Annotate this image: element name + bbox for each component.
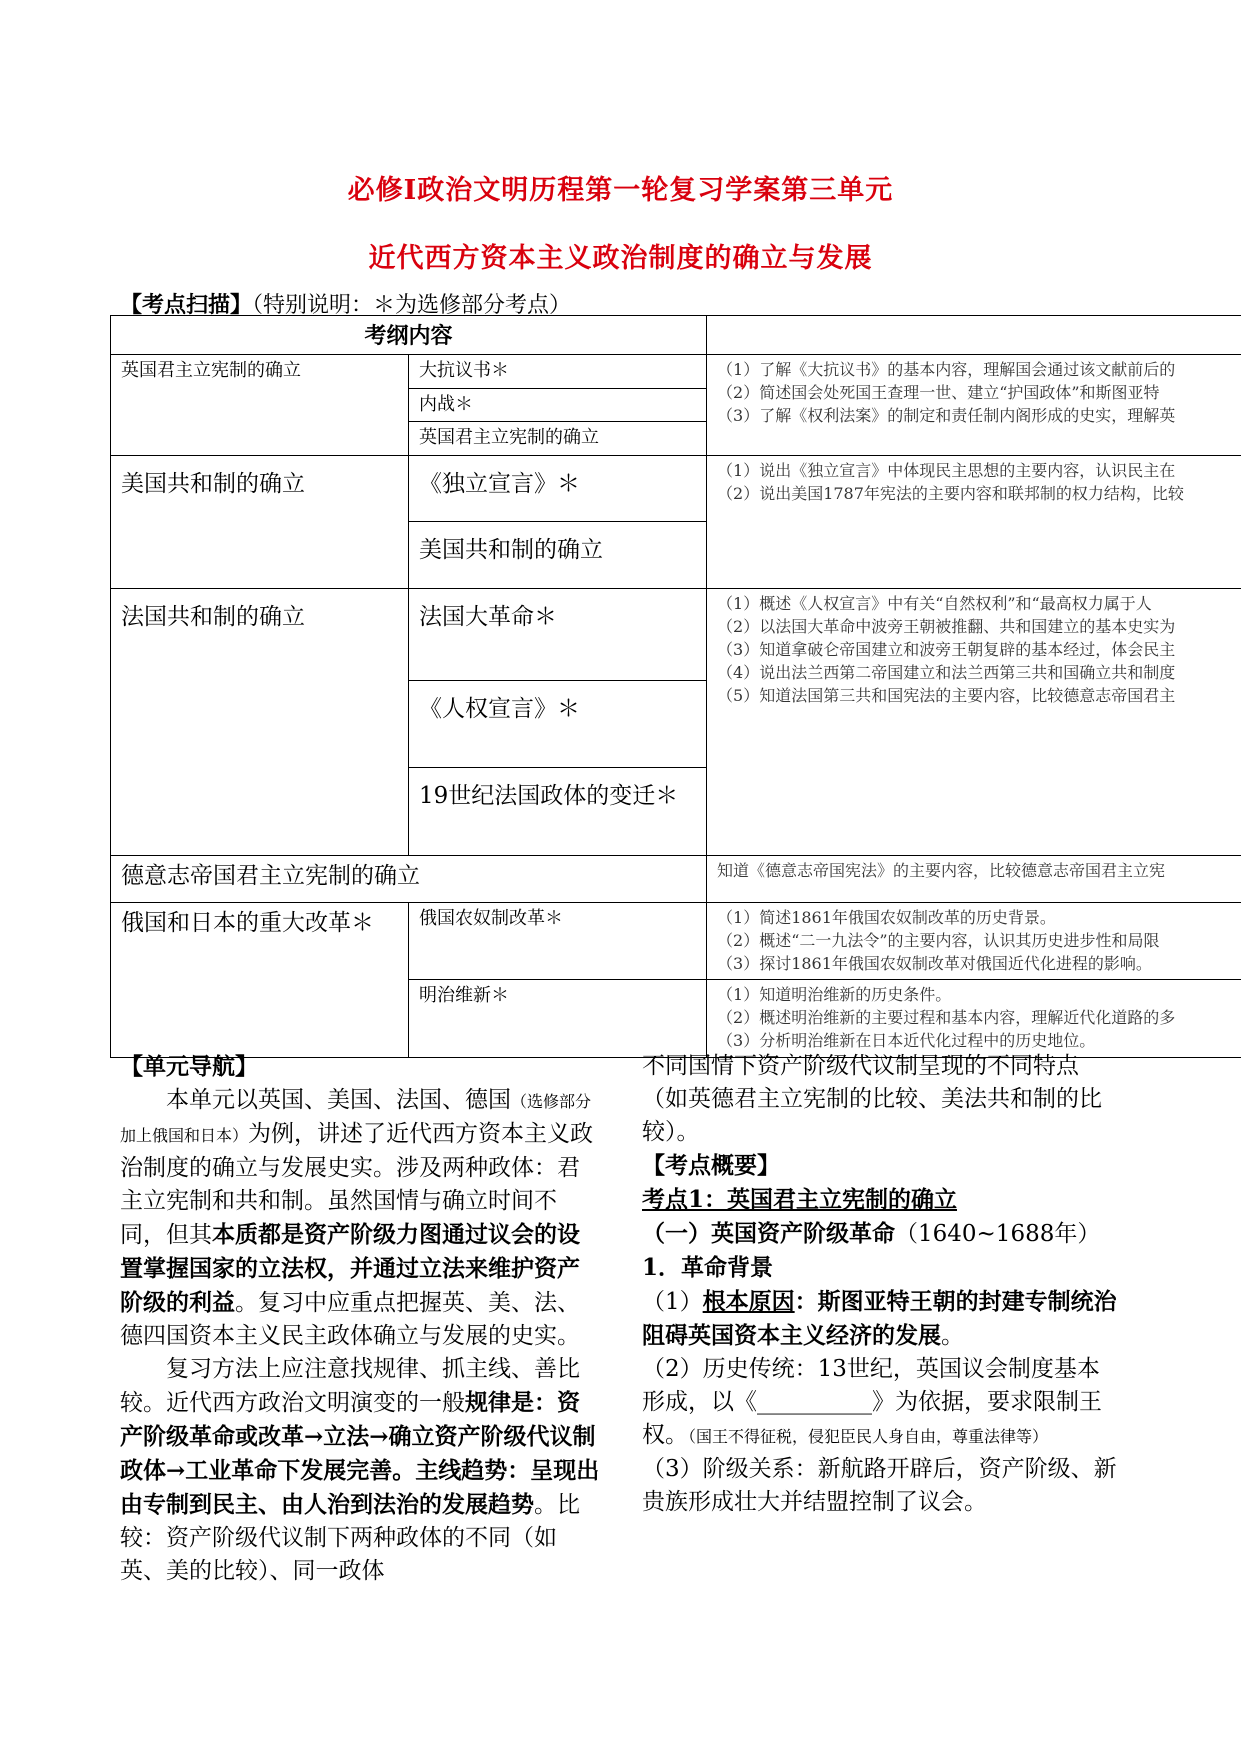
background-root-cause: （1）根本原因：斯图亚特王朝的封建专制统治阻碍英国资本主义经济的发展。 bbox=[642, 1288, 1117, 1349]
section1-heading: （一）英国资产阶级革命（1640~1688年） bbox=[642, 1220, 1101, 1247]
topic-england: 英国君主立宪制的确立 bbox=[111, 354, 409, 455]
req-england: （1）了解《大抗议书》的基本内容，理解国会通过该文献前后的 （2）简述国会处死国王查理一世、建立“护国政体”和斯图亚特 （3）了解《权利法案》的制定和责任制内阁形成的史实，理解英 bbox=[707, 354, 1241, 455]
sub-rights-of-man: 《人权宣言》＊ bbox=[409, 680, 707, 767]
background-tradition: （2）历史传统：13世纪，英国议会制度基本形成，以《__________》为依据，要求限制王权。（国王不得征税，侵犯臣民人身自由，尊重法律等） bbox=[642, 1356, 1102, 1448]
req-meiji: （1）知道明治维新的历史条件。 （2）概述明治维新的主要过程和基本内容，理解近代化道路的多 （3）分析明治维新在日本近代化过程中的历史地位。 bbox=[707, 980, 1241, 1058]
topic-usa: 美国共和制的确立 bbox=[111, 455, 409, 588]
key-points-heading: 【考点概要】 bbox=[642, 1152, 780, 1179]
sub-grand-remonstrance: 大抗议书＊ bbox=[409, 354, 707, 388]
req-france: （1）概述《人权宣言》中有关“自然权利”和“最高权力属于人 （2）以法国大革命中波旁王朝被推翻、共和国建立的基本史实为 （3）知道拿破仑帝国建立和波旁王朝复辟的基本经过，体会民主 （4）说出法兰西第二帝国建立和法兰西第三共和国确立共和制度 （5）知道法国第三共和国宪法的主要内容，比较德意志帝国君主 bbox=[707, 588, 1241, 855]
unit-nav-para2: 复习方法上应注意找规律、抓主线、善比较。近代西方政治文明演变的一般规律是：资产阶级革命或改革→立法→确立资产阶级代议制政体→工业革命下发展完善。主线趋势：呈现出由专制到民主、由人治到法治的发展趋势。比较：资产阶级代议制下两种政体的不同（如英、美的比较）、同一政体 bbox=[120, 1356, 600, 1584]
sub-declaration-independence: 《独立宣言》＊ bbox=[409, 455, 707, 521]
sub-france-19c: 19世纪法国政体的变迁＊ bbox=[409, 767, 707, 855]
item1-heading: 1．革命背景 bbox=[642, 1254, 774, 1281]
sub-french-revolution: 法国大革命＊ bbox=[409, 588, 707, 680]
topic-france: 法国共和制的确立 bbox=[111, 588, 409, 855]
outline-table bbox=[110, 315, 1241, 1058]
outline-table-wrap bbox=[110, 315, 1241, 1058]
doc-title-line1: 必修Ⅰ政治文明历程第一轮复习学案第三单元 bbox=[347, 175, 894, 206]
req-russia: （1）简述1861年俄国农奴制改革的历史背景。 （2）概述“二一九法令”的主要内容，认识其历史进步性和局限 （3）探讨1861年俄国农奴制改革对俄国近代化进程的影响。 bbox=[707, 902, 1241, 980]
unit-nav-para1: 本单元以英国、美国、法国、德国（选修部分加上俄国和日本）为例，讲述了近代西方资本主义政治制度的确立与发展史实。涉及两种政体：君主立宪制和共和制。虽然国情与确立时间不同，但其本质都是资产阶级力图通过议会的设置掌握国家的立法权，并通过立法来维护资产阶级的利益。复习中应重点把握英、美、法、德四国资本主义民主政体确立与发展的史实。 bbox=[120, 1087, 594, 1349]
sub-england-monarchy: 英国君主立宪制的确立 bbox=[409, 422, 707, 456]
req-usa: （1）说出《独立宣言》中体现民主思想的主要内容，认识民主在 （2）说出美国1787年宪法的主要内容和联邦制的权力结构，比较 bbox=[707, 455, 1241, 588]
unit-nav-heading: 【单元导航】 bbox=[120, 1053, 258, 1080]
sub-usa-republic: 美国共和制的确立 bbox=[409, 522, 707, 588]
doc-title-line2: 近代西方资本主义政治制度的确立与发展 bbox=[368, 243, 873, 274]
scan-note: （特别说明：＊为选修部分考点） bbox=[252, 293, 572, 318]
sub-civil-war: 内战＊ bbox=[409, 388, 707, 422]
sub-meiji: 明治维新＊ bbox=[409, 980, 707, 1058]
scan-heading: 【考点扫描】 bbox=[120, 292, 253, 318]
topic-russia-japan: 俄国和日本的重大改革＊ bbox=[111, 902, 409, 1057]
table-header-blank bbox=[707, 316, 1241, 355]
background-class-relations: （3）阶级关系：新航路开辟后，资产阶级、新贵族形成壮大并结盟控制了议会。 bbox=[642, 1456, 1117, 1515]
table-header: 考纲内容 bbox=[111, 316, 707, 355]
req-germany: 知道《德意志帝国宪法》的主要内容，比较德意志帝国君主立宪 bbox=[707, 855, 1241, 902]
unit-navigation-column bbox=[120, 1050, 602, 1588]
sub-russia-serf-reform: 俄国农奴制改革＊ bbox=[409, 902, 707, 980]
key-points-column bbox=[642, 1050, 1122, 1519]
comparison-continuation: 不同国情下资产阶级代议制呈现的不同特点（如英德君主立宪制的比较、美法共和制的比较）。 bbox=[642, 1053, 1102, 1145]
kd1-heading: 考点1：英国君主立宪制的确立 bbox=[642, 1186, 958, 1213]
topic-germany: 德意志帝国君主立宪制的确立 bbox=[111, 855, 707, 902]
